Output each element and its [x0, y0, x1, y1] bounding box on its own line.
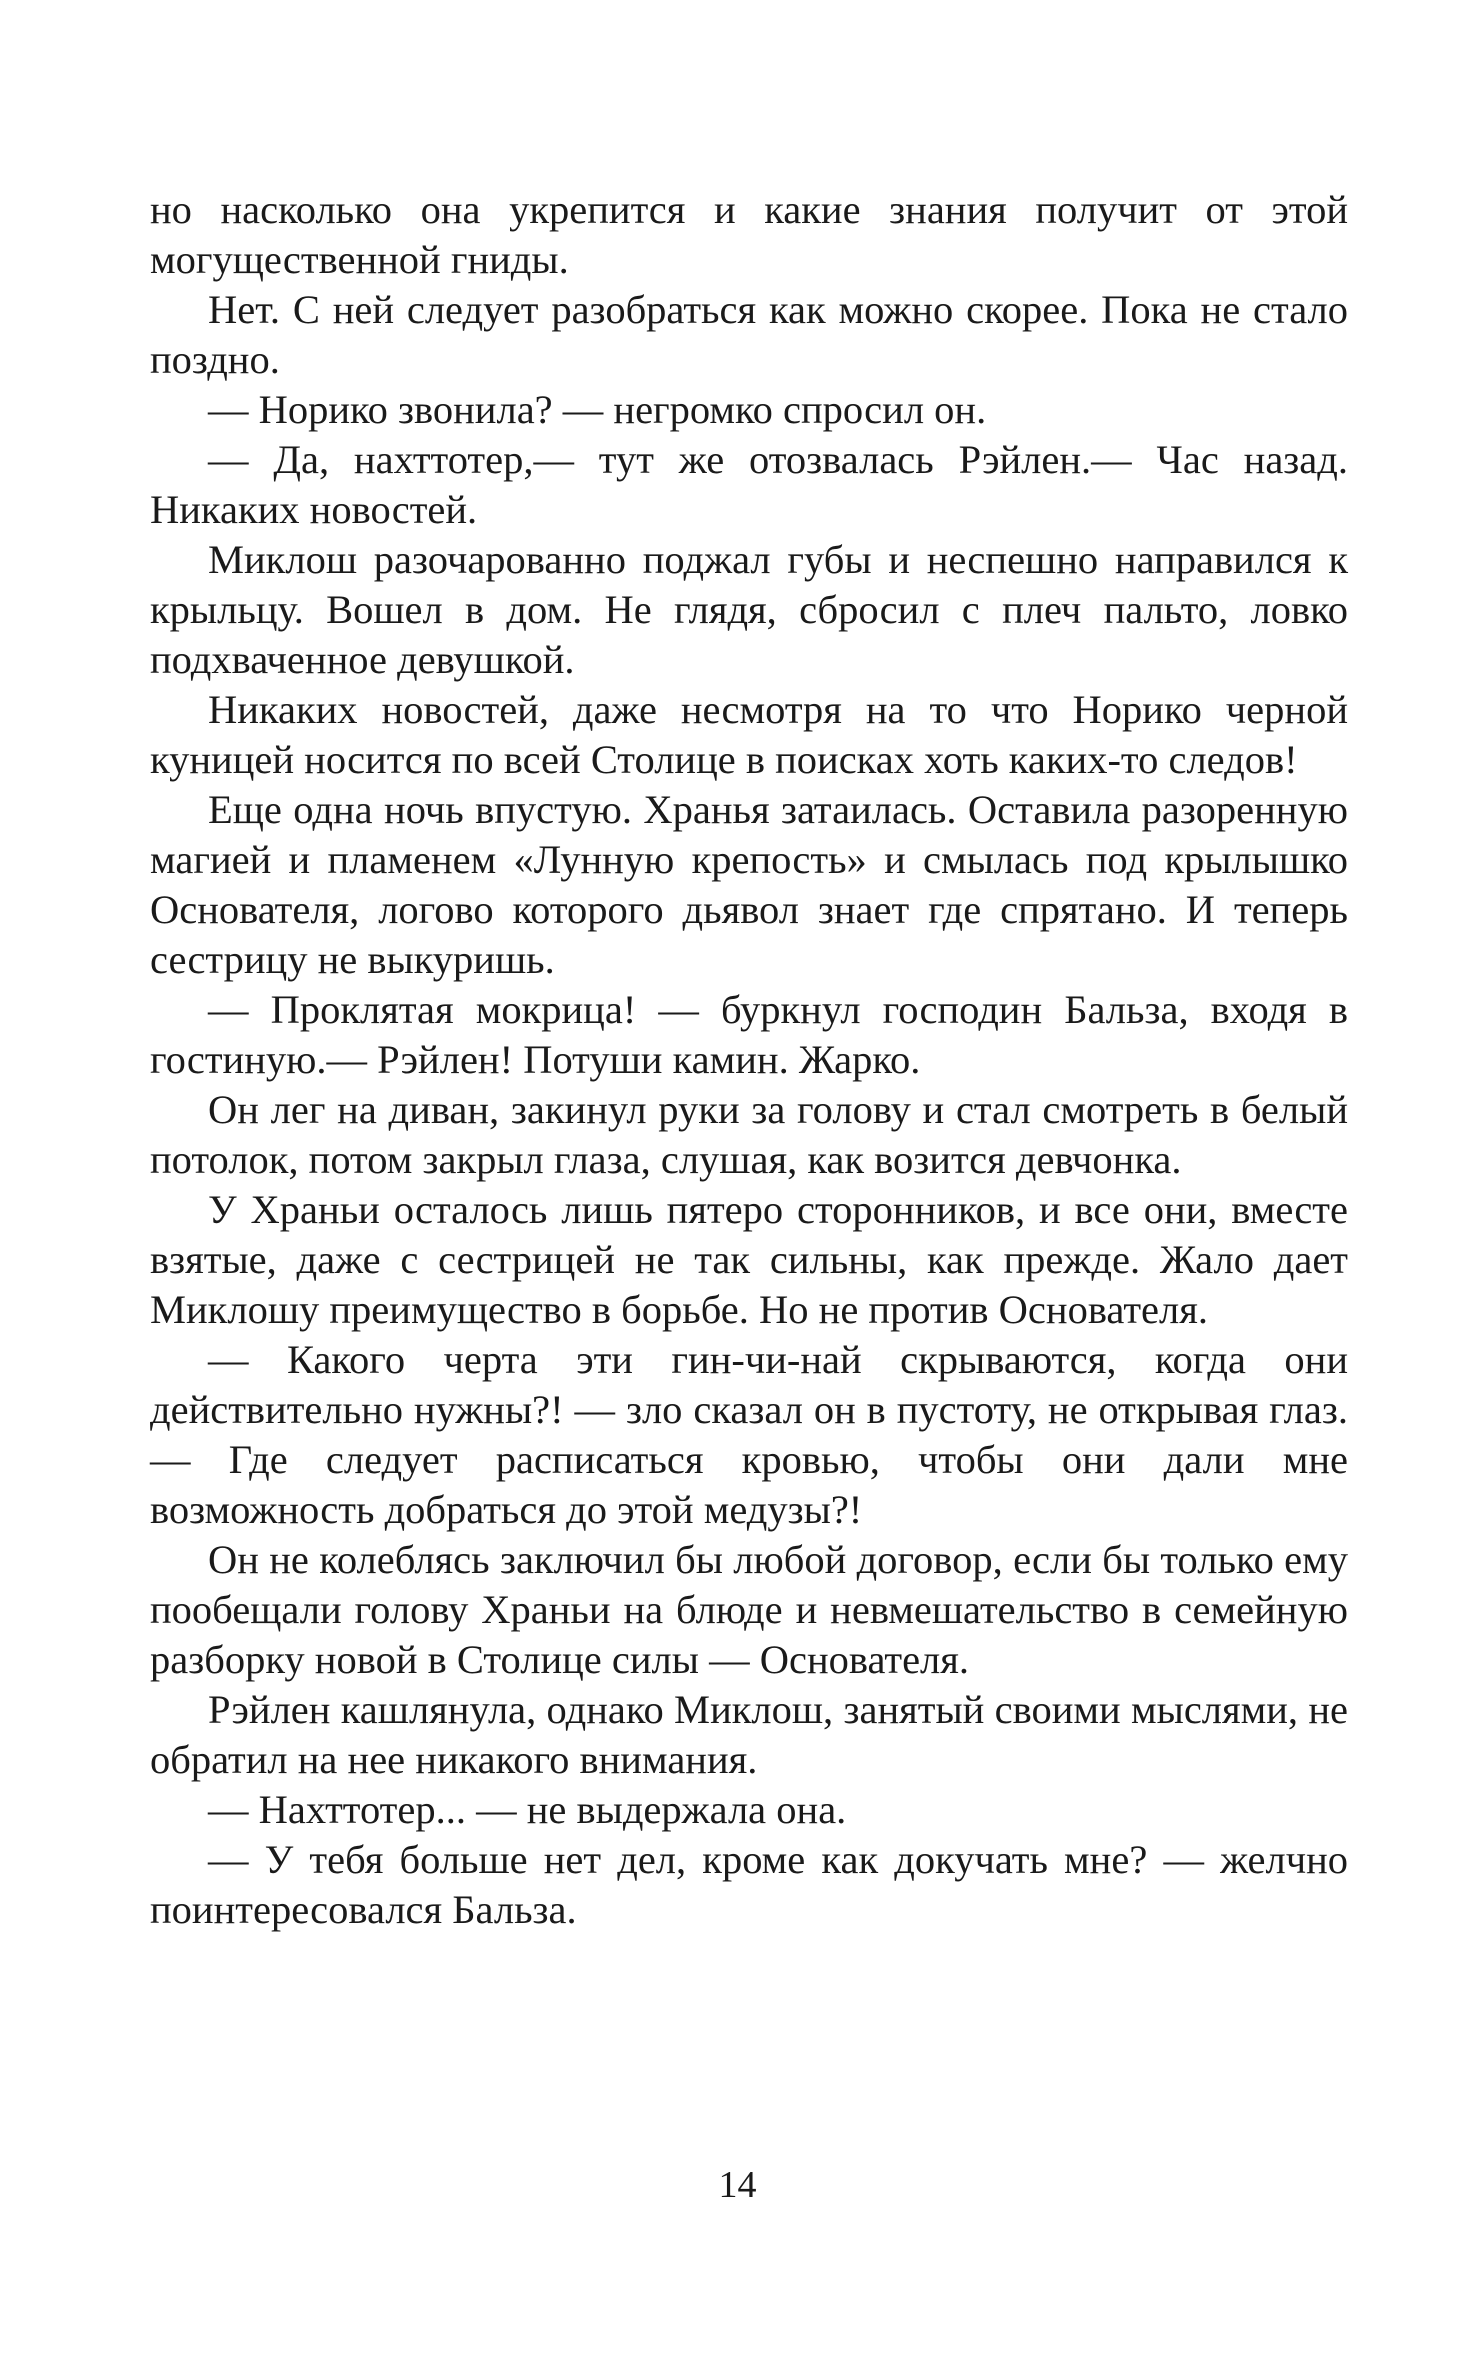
paragraph: — У тебя больше нет дел, кроме как докучать мне? — желчно поинтересовался Бальза. [150, 1837, 1348, 1932]
paragraph: Еще одна ночь впустую. Хранья затаилась. Оставила разоренную магией и пламенем «Лунную крепость» и смылась под крылышко Основателя, логово которого дьявол знает где спрятано. И теперь сестрицу не выкуришь. [150, 787, 1348, 982]
paragraph: Рэйлен кашлянула, однако Миклош, занятый своими мыслями, не обратил на нее никакого внимания. [150, 1687, 1348, 1782]
paragraph: Никаких новостей, даже несмотря на то что Норико черной куницей носится по всей Столице в поисках хоть каких-то следов! [150, 687, 1348, 782]
paragraph: Он лег на диван, закинул руки за голову и стал смотреть в белый потолок, потом закрыл глаза, слушая, как возится девчонка. [150, 1087, 1348, 1182]
paragraph: — Нахттотер... — не выдержала она. [208, 1787, 847, 1832]
page-number: 14 [718, 2164, 757, 2206]
paragraph: — Какого черта эти гин-чи-най скрываются, когда они действительно нужны?! — зло сказал он в пустоту, не открывая глаз.— Где следует расписаться кровью, чтобы они дали мне возможность добраться до этой медузы?! [150, 1337, 1348, 1532]
paragraph: Миклош разочарованно поджал губы и неспешно направился к крыльцу. Вошел в дом. Не глядя, сбросил с плеч пальто, ловко подхваченное девушкой. [150, 537, 1348, 682]
paragraph: — Норико звонила? — негромко спросил он. [208, 387, 987, 432]
paragraph: Он не колеблясь заключил бы любой договор, если бы только ему пообещали голову Храньи на блюде и невмешательство в семейную разборку новой в Столице силы — Основателя. [150, 1537, 1348, 1682]
paragraph: но насколько она укрепится и какие знания получит от этой могущественной гниды. [150, 187, 1348, 282]
paragraph: У Храньи осталось лишь пятеро сторонников, и все они, вместе взятые, даже с сестрицей не так сильны, как прежде. Жало дает Миклошу преимущество в борьбе. Но не против Основателя. [150, 1187, 1348, 1332]
paragraph: Нет. С ней следует разобраться как можно скорее. Пока не стало поздно. [150, 287, 1348, 382]
page-body [150, 185, 1348, 1935]
paragraph: — Проклятая мокрица! — буркнул господин Бальза, входя в гостиную.— Рэйлен! Потуши камин. Жарко. [150, 987, 1348, 1082]
paragraph: — Да, нахттотер,— тут же отозвалась Рэйлен.— Час назад. Никаких новостей. [150, 437, 1348, 532]
